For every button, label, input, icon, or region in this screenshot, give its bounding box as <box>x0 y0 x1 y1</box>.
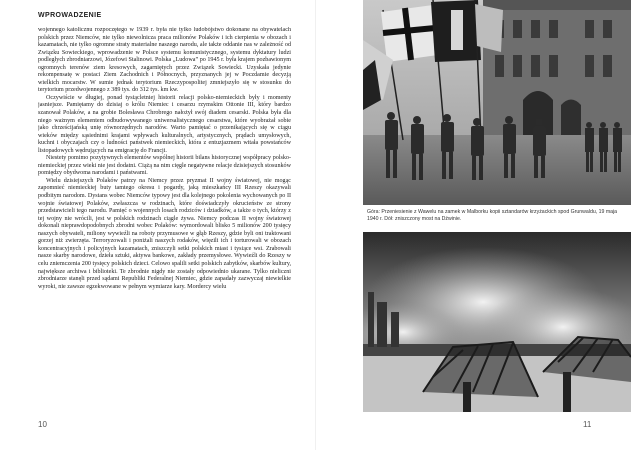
photo-caption: Góra: Przeniesienie z Wawelu na zamek w Malborku kopii sztandarów krzyżackich spod Grunwaldu, 19 maja 1940 r. Dół: zniszczony most na Dźwinie. <box>367 209 618 222</box>
page-number-left: 10 <box>38 420 47 429</box>
left-page <box>0 0 315 450</box>
paragraph: Niestety pomimo pozytywnych elementów wspólnej historii bilans historycznej współpracy polsko-niemieckiej przez wieki nie jest dodatni. Ciążą na nim cięgle negatywne relacje dzisiejszych stosunków pomiędzy obydwoma narodami i państwami. <box>38 155 291 177</box>
paragraph: Wielu dzisiejszych Polaków patrzy na Niemcy przez pryzmat II wojny światowej, nie mogąc zapomnieć niemieckiej buty tamtego okresu i pogardy, jaką mieszkańcy III Rzeszy okazywali podbitym narodom. Dystans wobec Niemców typowy jest dla kolejnego pokolenia wychowanych po II wojnie światowej Polaków, zwłaszcza w rodzinach, które doświadczyły okrucieństw ze strony przedstawicieli tego narodu. Pamięć o wojennych losach rodziców i dziadków, a także o tych, którzy z tej wojny nie wrócili, jest w polskich rodzinach ciągle żywa. Niemcy podczas II wojny światowej dokonali nieprawdopodobnych zbrodni wobec Polaków: wymordowali blisko 5 milionów 200 tysięcy naszych obywateli, miliony wywieźli na roboty przymusowe w głąb Rzeszy, gdzie byli oni traktowani gorzej niż zwierzęta. Terroryzowali i poniżali naszych rodaków, więzili ich i torturowali w obozach koncentracyjnych i policyjnych kazamatach, zniszczyli setki polskich miast i tysiące wsi. Zrabowali nasze skarby narodowe, dzieła sztuki, aktywa bankowe, zakłady przemysłowe. Wywieźli do Rzeszy w celu zniemczenia 200 tysięcy polskich dzieci. Celowo spalili setki polskich zabytków, skarbów kultury, największe archiwa i biblioteki. Te zbrodnie nigdy nie zostały odpowiednio ukarane. Tylko nieliczni zbrodniarze stanęli przed sądami Republiki Federalnej Niemiec, gdzie zapadały zazwyczaj niewielkie wyroki, nie zawsze egzekwowane w pełnym wymiarze kary. Mordercy wielu <box>38 177 291 290</box>
photo-destroyed-bridge <box>363 232 631 412</box>
paragraph: Oczywiście w długiej, ponad tysiącletniej historii relacji polsko-niemieckich były i momenty jasniejsze. Pamiętamy do dzisiaj o królu Niemiec i cesarzu rzymskim Ottonie III, który bardzo szanował Polaków, a na grobie Bolesława Chrobrego nałożył swój diadem cesarski. Polska była dla niego ważnym elementem odbudowywanego uniwersalistycznego cesarstwa, które wyobrażał sobie jako chrześcijańską unię równorzędnych narodów. Warto pamiętać o przenikających się w ciągu wieków między sąsiednimi krajami wpływach kulturalnych, artystycznych, prądach umysłowych, kuchni i obyczajach czy o ludności państwek niemieckich, która z entuzjazmem witała powstańców listopadowych wędrujących na emigrację do Francji. <box>38 94 291 154</box>
body-text <box>38 27 291 411</box>
paragraph: wojennego katolicznu rozpoczętego w 1939 r. była nie tylko ludobójstwo dokonane na obywatelach polskich przez Niemców, nie tylko niewolnicza praca milionów Polaków i ich cierpienia w obozach i kazamatach, nie tylko ogromne straty materialne naszego narodu, ale także oddanie nas w zależność od Związku Sowieckiego, wprowadzenie w Polsce systemu komunistycznego, systemu dyktatury ludzi podległych zbrodniarzowi, Józefowi Stalinowi. Polska „Ludowa” po 1945 r. była krajem pozbawionym ogromnych terenów ziem kresowych, zagarniętych przez Związek Sowiecki. Uzyskała jedynie rekompensatę w postaci Ziem Zachodnich i Północnych, przyznanych jej w Poczdamie decyzją wielkich mocarstw. W sumie jednak terytorium Rzeczypospolitej zmniejszyło się w stosunku do terytorium przedwojennego z 389 tys. do 312 tys. km kw. <box>38 27 291 94</box>
page-number-right: 11 <box>583 420 592 429</box>
running-header: WPROWADZENIE <box>38 12 102 19</box>
photo-parade <box>363 0 631 205</box>
